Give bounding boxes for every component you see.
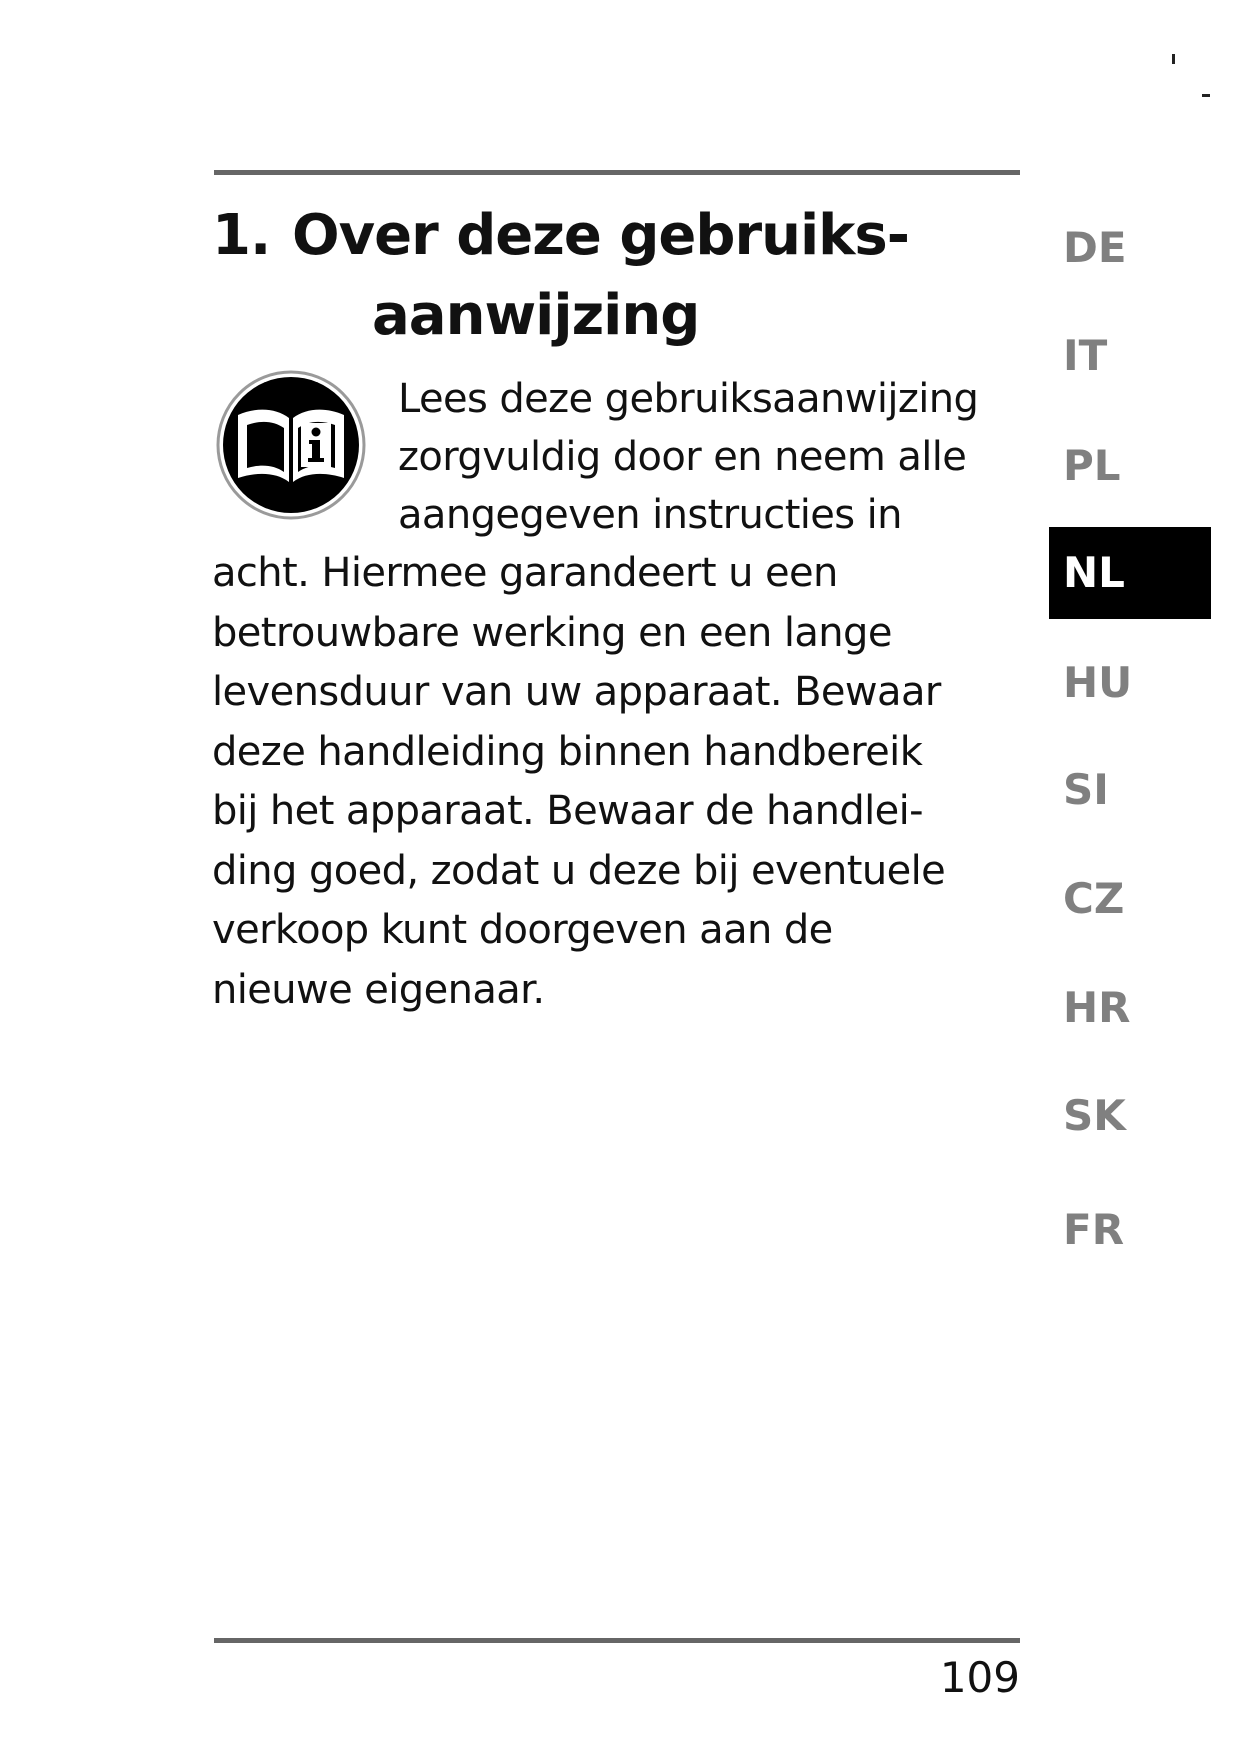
text-line: levensduur van uw apparaat. Bewaar <box>212 669 941 715</box>
lang-tab-de[interactable]: DE <box>1063 223 1127 272</box>
lang-tab-si[interactable]: SI <box>1063 765 1109 814</box>
body-text <box>212 544 1002 1020</box>
text-line: aangegeven instructies in <box>398 492 902 538</box>
lang-tab-hu[interactable]: HU <box>1063 658 1133 707</box>
lang-tab-fr[interactable]: FR <box>1063 1205 1125 1254</box>
section-number: 1. <box>212 203 271 268</box>
text-line: deze handleiding binnen handbereik <box>212 728 923 775</box>
lang-tab-nl[interactable]: NL <box>1049 527 1211 619</box>
intro-text <box>398 370 1018 544</box>
lang-tab-pl[interactable]: PL <box>1063 441 1121 490</box>
text-line: zorgvuldig door en neem alle <box>398 434 967 480</box>
text-line: ding goed, zodat u deze bij eventuele <box>212 847 946 894</box>
text-line: bij het apparaat. Bewaar de handlei- <box>212 788 924 834</box>
text-line: Lees deze gebruiksaanwijzing <box>398 376 979 422</box>
top-rule <box>214 170 1020 175</box>
lang-tab-sk[interactable]: SK <box>1063 1091 1126 1140</box>
lang-tab-cz[interactable]: CZ <box>1063 874 1125 923</box>
text-line: acht. Hiermee garandeert u een <box>212 550 838 596</box>
section-title-line2: aanwijzing <box>372 283 700 348</box>
text-line: verkoop kunt doorgeven aan de <box>212 907 833 953</box>
page-number: 109 <box>939 1653 1020 1702</box>
language-tabs <box>1049 0 1211 1300</box>
lang-tab-it[interactable]: IT <box>1063 331 1108 380</box>
bottom-rule <box>214 1638 1020 1643</box>
book-info-icon <box>216 370 366 520</box>
text-line: nieuwe eigenaar. <box>212 966 545 1013</box>
section-title-line1: Over deze gebruiks- <box>292 203 909 268</box>
text-line: betrouwbare werking en een lange <box>212 609 892 656</box>
section-heading <box>212 196 992 356</box>
lang-tab-hr[interactable]: HR <box>1063 983 1131 1032</box>
